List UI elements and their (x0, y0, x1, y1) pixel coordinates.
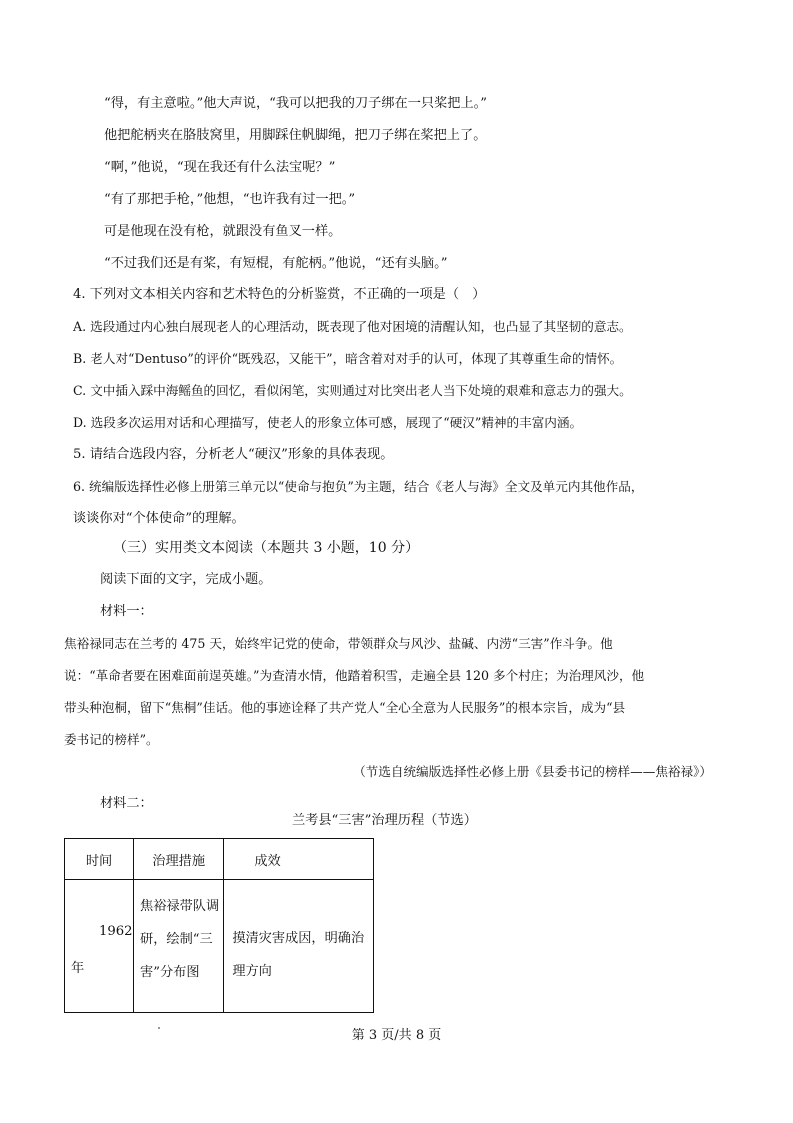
question-4-option-a: A. 选段通过内心独白展现老人的心理活动，既表现了他对困境的清醒认知，也凸显了其坚韧的意志。 (73, 319, 632, 334)
question-6-line2: 谈谈你对“个体使命”的理解。 (73, 511, 245, 526)
excerpt-line: “不过我们还是有桨，有短棍，有舵柄。”他说，“还有头脑。” (104, 256, 448, 271)
cell-time (65, 880, 134, 1013)
governance-history-table (64, 838, 374, 1013)
excerpt-line: 可是他现在没有枪，就跟没有鱼叉一样。 (104, 224, 342, 239)
material-2-label: 材料二： (100, 796, 153, 811)
page-footer: 第 3 页/共 8 页 (351, 1028, 442, 1043)
header-time: 时间 (65, 839, 134, 880)
header-effect: 成效 (224, 839, 374, 880)
table-row (65, 880, 374, 1013)
material-1-source: （节选自统编版选择性必修上册《县委书记的榜样——焦裕禄》） (353, 764, 712, 779)
cell-year-suffix: 年 (71, 961, 85, 976)
question-5: 5. 请结合选段内容，分析老人“硬汉”形象的具体表现。 (73, 447, 394, 462)
material-1-line: 委书记的榜样”。 (64, 732, 159, 747)
excerpt-line: “得，有主意啦。”他大声说，“我可以把我的刀子绑在一只桨把上。” (104, 96, 488, 111)
reading-instruction: 阅读下面的文字，完成小题。 (100, 572, 272, 587)
question-4-option-c: C. 文中插入踩中海鳐鱼的回忆，看似闲笔，实则通过对比突出老人当下处境的艰难和意志力的强大。 (73, 383, 632, 398)
section-title: （三）实用类文本阅读（本题共 3 小题，10 分） (113, 540, 420, 556)
question-4-stem: 4. 下列对文本相关内容和艺术特色的分析鉴赏，不正确的一项是（ ） (73, 287, 486, 302)
table-caption: 兰考县“三害”治理历程（节选） (292, 813, 477, 828)
cell-measure: 焦裕禄带队调研，绘制“三害”分布图 (134, 880, 224, 1013)
cell-effect: 摸清灾害成因，明确治理方向 (224, 880, 374, 1013)
cell-year: 1962 (99, 924, 133, 939)
question-6-line1: 6. 统编版选择性必修上册第三单元以“使命与抱负”为主题，结合《老人与海》全文及单元内其他作品， (73, 479, 644, 494)
table-header-row (65, 839, 374, 880)
material-1-line: 带头种泡桐，留下“焦桐”佳话。他的事迹诠释了共产党人“全心全意为人民服务”的根本宗旨，成为“县 (64, 700, 626, 715)
question-4-option-b: B. 老人对“Dentuso”的评价“既残忍，又能干”，暗含着对对手的认可，体现了其尊重生命的情怀。 (73, 351, 623, 366)
question-4-option-d: D. 选段多次运用对话和心理描写，使老人的形象立体可感，展现了“硬汉”精神的丰富内涵。 (73, 415, 583, 430)
excerpt-line: “有了那把手枪，”他想，“也许我有过一把。” (104, 192, 356, 207)
material-1-label: 材料一： (100, 604, 153, 619)
material-1-line: 焦裕禄同志在兰考的 475 天，始终牢记党的使命，带领群众与风沙、盐碱、内涝“三害”作斗争。他 (64, 636, 613, 651)
excerpt-line: 他把舵柄夹在胳肢窝里，用脚踩住帆脚绳，把刀子绑在桨把上了。 (104, 128, 487, 143)
material-1-line: 说：“革命者要在困难面前逞英雄。”为查清水情，他踏着积雪，走遍全县 120 多个村庄；为治理风沙，他 (64, 668, 645, 683)
header-measure: 治理措施 (134, 839, 224, 880)
excerpt-line: “啊，”他说，“现在我还有什么法宝呢？” (104, 160, 336, 175)
